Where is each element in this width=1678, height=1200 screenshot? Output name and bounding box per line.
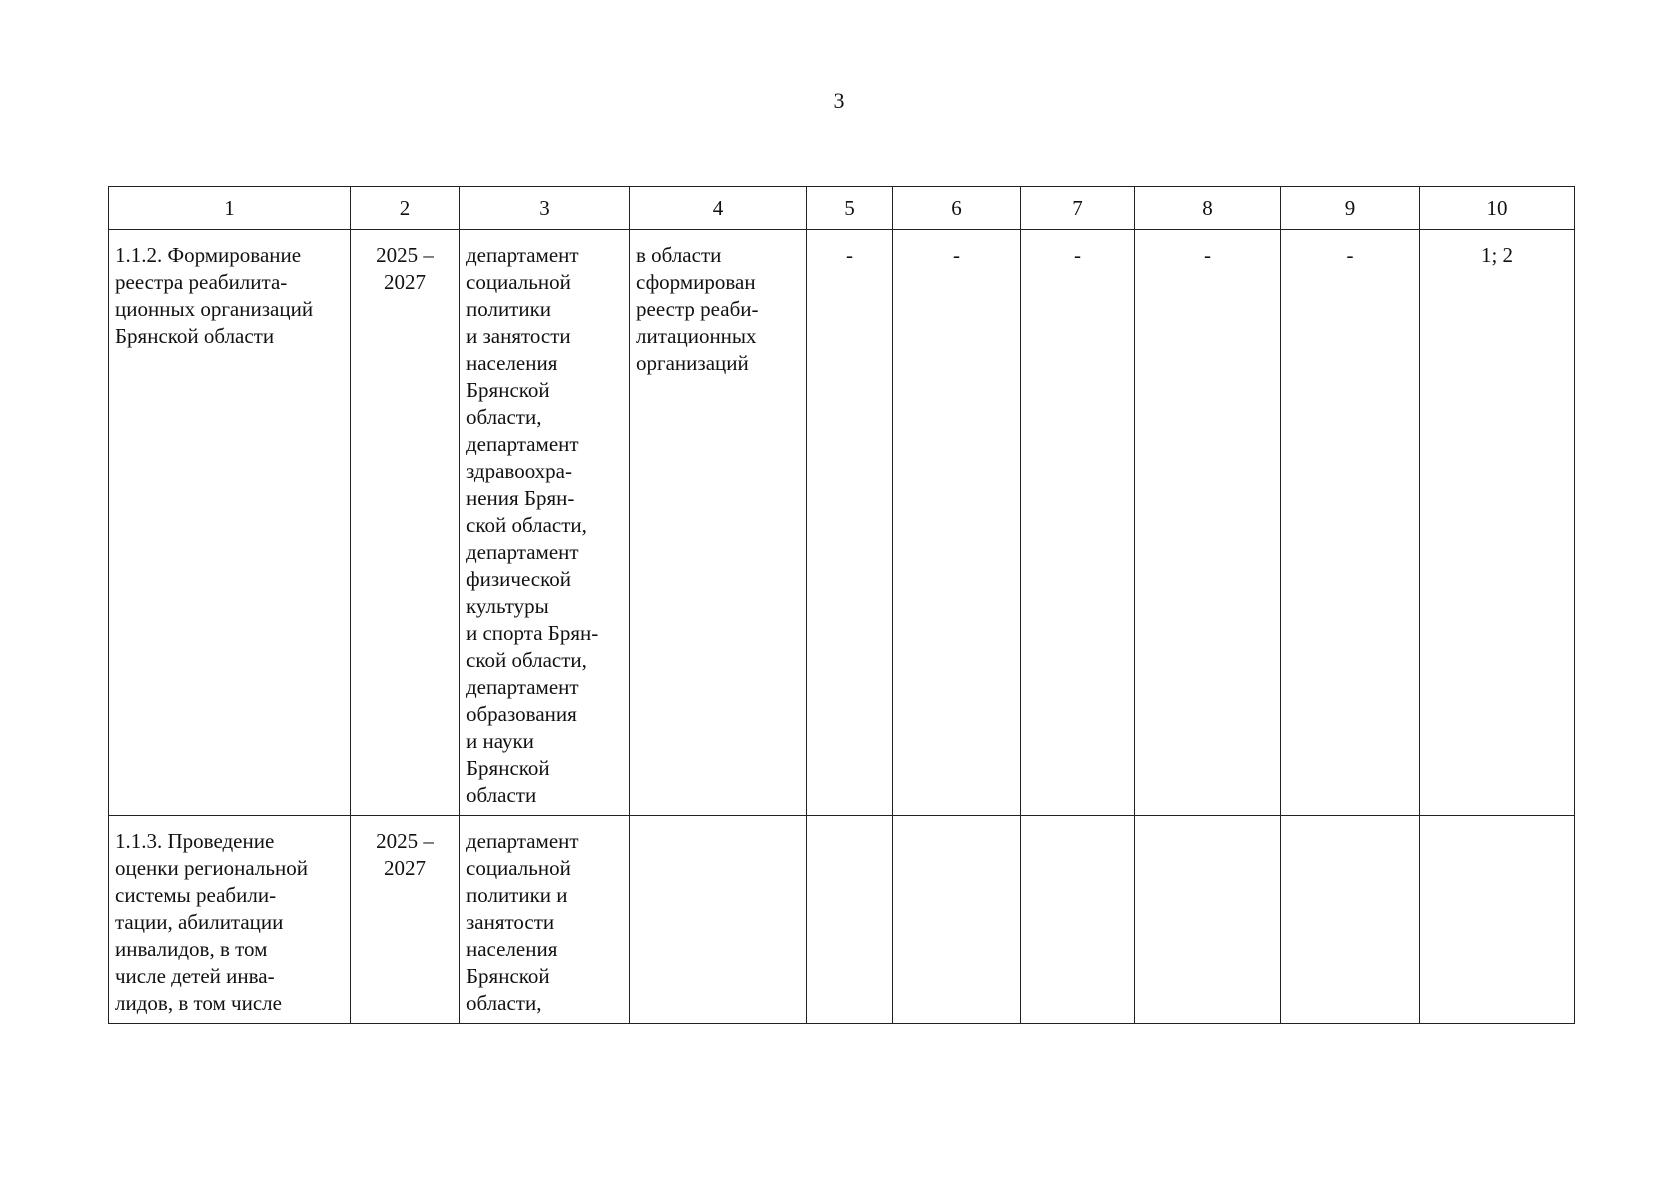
col-5-cell [807,816,893,1024]
table-row [109,230,1575,816]
col-9-cell: - [1281,230,1420,816]
responsible-cell: департамент социальной политики и занятости населения Брянской области, [460,816,630,1024]
header-row [109,187,1575,230]
header-col-4: 4 [630,187,807,230]
page-number: 3 [833,88,845,113]
col-7-cell [1021,816,1135,1024]
col-8-cell: - [1135,230,1281,816]
table-row [109,816,1575,1024]
header-col-6: 6 [893,187,1021,230]
result-cell: в области сформирован реестр реаби- литационных организаций [630,230,807,816]
period-cell: 2025 – 2027 [351,230,460,816]
result-cell [630,816,807,1024]
col-7-cell: - [1021,230,1135,816]
header-col-8: 8 [1135,187,1281,230]
col-5-cell: - [807,230,893,816]
col-8-cell [1135,816,1281,1024]
period-cell: 2025 – 2027 [351,816,460,1024]
header-col-2: 2 [351,187,460,230]
col-10-cell: 1; 2 [1420,230,1575,816]
header-col-7: 7 [1021,187,1135,230]
measure-name-cell: 1.1.3. Проведение оценки региональной системы реабили- тации, абилитации инвалидов, в том числе детей инва- лидов, в том числе [109,816,351,1024]
header-col-1: 1 [109,187,351,230]
header-col-3: 3 [460,187,630,230]
col-6-cell [893,816,1021,1024]
measure-name-cell: 1.1.2. Формирование реестра реабилита- ционных организаций Брянской области [109,230,351,816]
col-9-cell [1281,816,1420,1024]
col-10-cell [1420,816,1575,1024]
header-col-10: 10 [1420,187,1575,230]
measures-table [108,186,1575,1024]
header-col-5: 5 [807,187,893,230]
responsible-cell: департамент социальной политики и занятости населения Брянской области, департамент здравоохра- нения Брян- ской области, департамент физической культуры и спорта Брян- ской области, департамент образования и науки Брянской области [460,230,630,816]
col-6-cell: - [893,230,1021,816]
header-col-9: 9 [1281,187,1420,230]
